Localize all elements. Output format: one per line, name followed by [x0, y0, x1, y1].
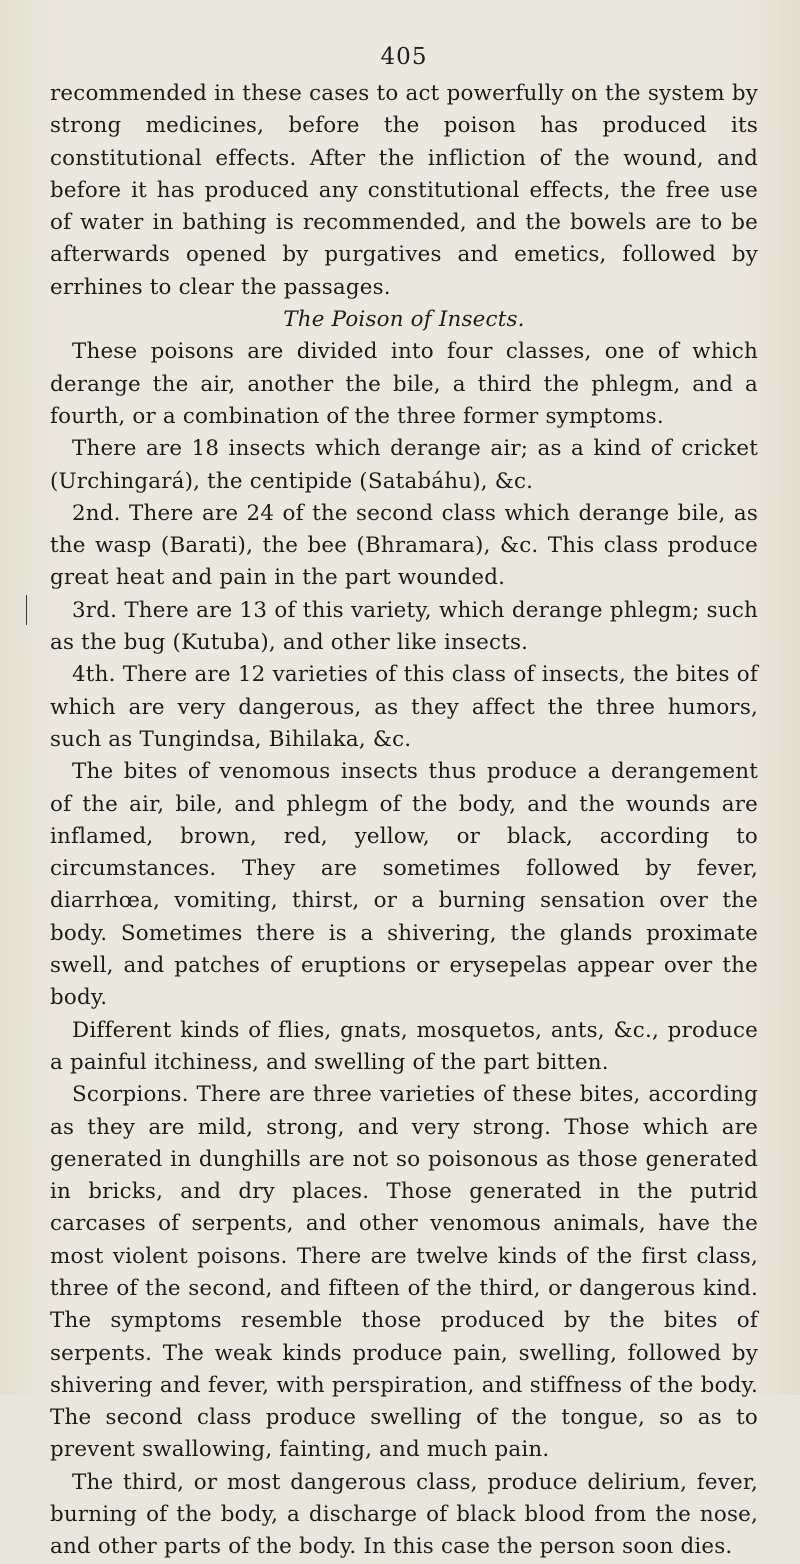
paragraph-second-class: 2nd. There are 24 of the second class which derange bile, as the wasp (Barati), the bee (Bhramara), &c. This class produce great heat and pain in the part wounded. [50, 500, 758, 591]
paragraph-flies-gnats: Different kinds of flies, gnats, mosquetos, ants, &c., produce a painful itchiness, and swelling of the part bitten. [50, 1017, 758, 1075]
paragraph-dangerous-class: The third, or most dangerous class, produce delirium, fever, burning of the body, a discharge of black blood from the nose, and other parts of the body. In this case the person soon dies. [50, 1469, 758, 1560]
paragraph-scorpions: Scorpions. There are three varieties of these bites, according as they are mild, strong, and very strong. Those which are generated in dunghills are not so poisonous as those generated in bricks, and dry places. Those generated in the putrid carcases of serpents, and other venomous animals, have the most violent poisons. There are twelve kinds of the first class, three of the second, and fifteen of the third, or dangerous kind. The symptoms resemble those produced by the bites of serpents. The weak kinds produce pain, swelling, followed by shivering and fever, with perspiration, and stiffness of the body. The second class produce swelling of the tongue, so as to prevent swallowing, fainting, and much pain. [50, 1082, 758, 1463]
paragraph-third-class: 3rd. There are 13 of this variety, which derange phlegm; such as the bug (Kutuba), and other like insects. [50, 597, 758, 656]
paragraph-fourth-class: 4th. There are 12 varieties of this class of insects, the bites of which are very dangerous, as they affect the three humors, such as Tungindsa, Bihilaka, &c. [50, 662, 758, 752]
paragraph-venomous-bites: The bites of venomous insects thus produce a derangement of the air, bile, and phlegm of the body, and the wounds are inflamed, brown, red, yellow, or black, according to circumstances. They are sometimes followed by fever, diarrhœa, vomiting, thirst, or a burning sensation over the body. Sometimes there is a shivering, the glands proximate swell, and patches of eruptions or erysepelas appear over the body. [50, 759, 758, 1011]
margin-mark [26, 595, 27, 625]
paragraph-first-class: There are 18 insects which derange air; as a kind of cricket (Urchingará), the centipide (Satabáhu), &c. [50, 436, 758, 494]
section-heading: The Poison of Insects. [283, 307, 525, 333]
page-body [50, 78, 758, 1564]
page-number: 405 [380, 44, 428, 70]
paragraph-continuation: recommended in these cases to act powerfully on the system by strong medicines, before the poison has produced its constitutional effects. After the infliction of the wound, and before it has produced any constitutional effects, the free use of water in bathing is recommended, and the bowels are to be afterwards opened by purgatives and emetics, followed by errhines to clear the passages. [50, 81, 758, 300]
paragraph-classes: These poisons are divided into four classes, one of which derange the air, another the bile, a third the phlegm, and a fourth, or a combination of the three former symptoms. [50, 339, 758, 429]
